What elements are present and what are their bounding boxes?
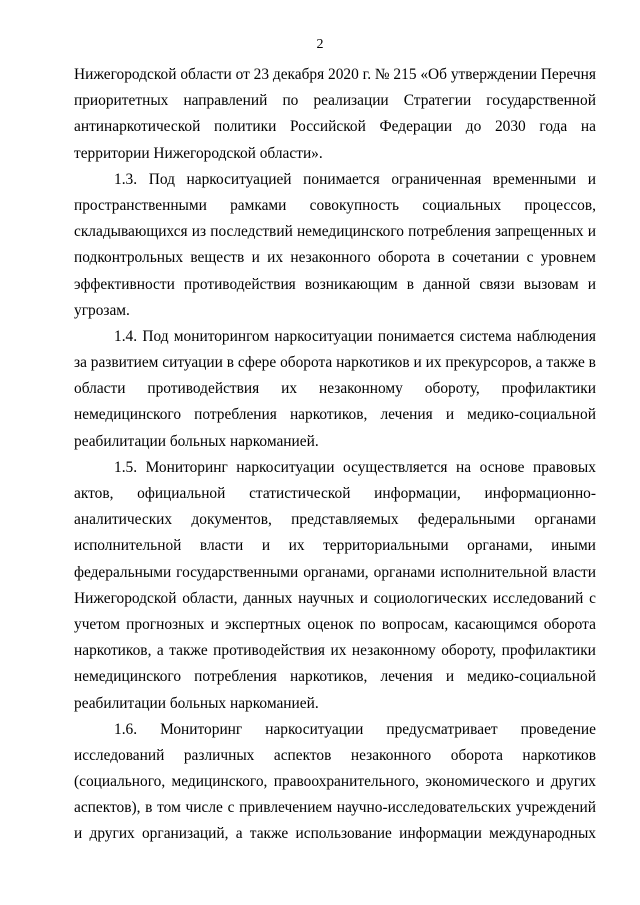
text-line: наркотиков, а также противодействия их незаконному обороту, профилактики [74,642,596,660]
text-line: складывающихся из последствий немедицинского потребления запрещенных и [74,223,596,241]
text-line: Нижегородской области, данных научных и социологических исследований с [74,589,596,607]
text-line: приоритетных направлений по реализации Стратегии государственной [74,92,596,110]
text-line: учетом прогнозных и экспертных оценок по вопросам, касающимся оборота [74,615,596,633]
document-body [74,62,596,848]
text-line: исполнительной власти и их территориальными органами, иными [74,537,596,555]
text-line: аспектов), в том числе с привлечением научно-исследовательских учреждений [74,799,596,817]
text-line: за развитием ситуации в сфере оборота наркотиков и их прекурсоров, а также в [74,354,596,372]
text-line: немедицинского потребления наркотиков, лечения и медико-социальной [74,668,596,686]
text-line: реабилитации больных наркоманией. [74,432,319,450]
text-line: федеральными государственными органами, органами исполнительной власти [74,563,596,581]
text-line: исследований различных аспектов незаконного оборота наркотиков [74,746,596,764]
text-line: актов, официальной статистической информации, информационно- [74,485,596,502]
text-line: и других организаций, а также использование информации международных [74,825,596,843]
text-line: области противодействия их незаконному обороту, профилактики [74,380,596,398]
paragraph-first-line: 1.3. Под наркоситуацией понимается ограниченная временными и [114,170,596,188]
text-line: угрозам. [74,301,130,319]
text-line: Нижегородской области от 23 декабря 2020 г. № 215 «Об утверждении Перечня [74,66,596,83]
paragraph-first-line: 1.6. Мониторинг наркоситуации предусматривает проведение [114,720,596,738]
text-line: территории Нижегородской области». [74,144,323,162]
text-line: немедицинского потребления наркотиков, лечения и медико-социальной [74,406,596,424]
paragraph-first-line: 1.5. Мониторинг наркоситуации осуществляется на основе правовых [114,458,596,476]
text-line: антинаркотической политики Российской Федерации до 2030 года на [74,118,596,136]
text-line: аналитических документов, представляемых федеральными органами [74,511,596,529]
text-line: (социального, медицинского, правоохранительного, экономического и других [74,773,596,791]
page-number: 2 [316,37,324,52]
text-line: подконтрольных веществ и их незаконного оборота в сочетании с уровнем [74,249,596,267]
text-line: эффективности противодействия возникающим в данной связи вызовам и [74,275,596,293]
text-line: пространственными рамками совокупность социальных процессов, [74,196,596,214]
text-line: реабилитации больных наркоманией. [74,694,319,712]
paragraph-first-line: 1.4. Под мониторингом наркоситуации понимается система наблюдения [114,327,596,345]
